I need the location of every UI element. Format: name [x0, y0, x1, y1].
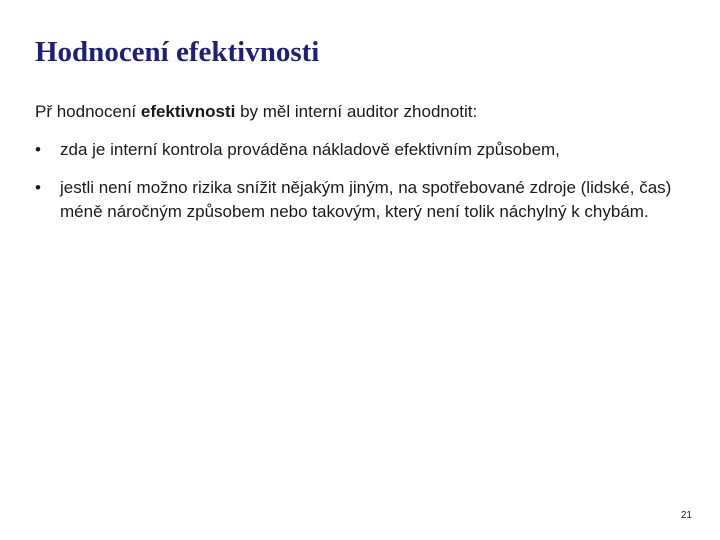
slide-title: Hodnocení efektivnosti	[35, 36, 320, 68]
bullet-text: jestli není možno rizika snížit nějakým jiným, na spotřebované zdroje (lidské, čas) méně náročným způsobem nebo takovým, který není tolik náchylný k chybám.	[60, 178, 672, 221]
bullet-item	[35, 176, 695, 224]
slide-body	[35, 100, 695, 224]
intro-emphasis: efektivnosti	[140, 102, 236, 121]
intro-suffix: by měl interní auditor zhodnotit:	[235, 102, 478, 121]
bullet-marker: •	[35, 140, 41, 159]
intro-paragraph	[35, 100, 695, 124]
bullet-item	[35, 138, 695, 162]
bullet-marker: •	[35, 178, 41, 197]
intro-prefix: Př hodnocení	[35, 102, 141, 121]
bullet-list	[35, 138, 695, 224]
page-number: 21	[680, 510, 692, 521]
bullet-text: zda je interní kontrola prováděna nákladově efektivním způsobem,	[60, 140, 560, 159]
